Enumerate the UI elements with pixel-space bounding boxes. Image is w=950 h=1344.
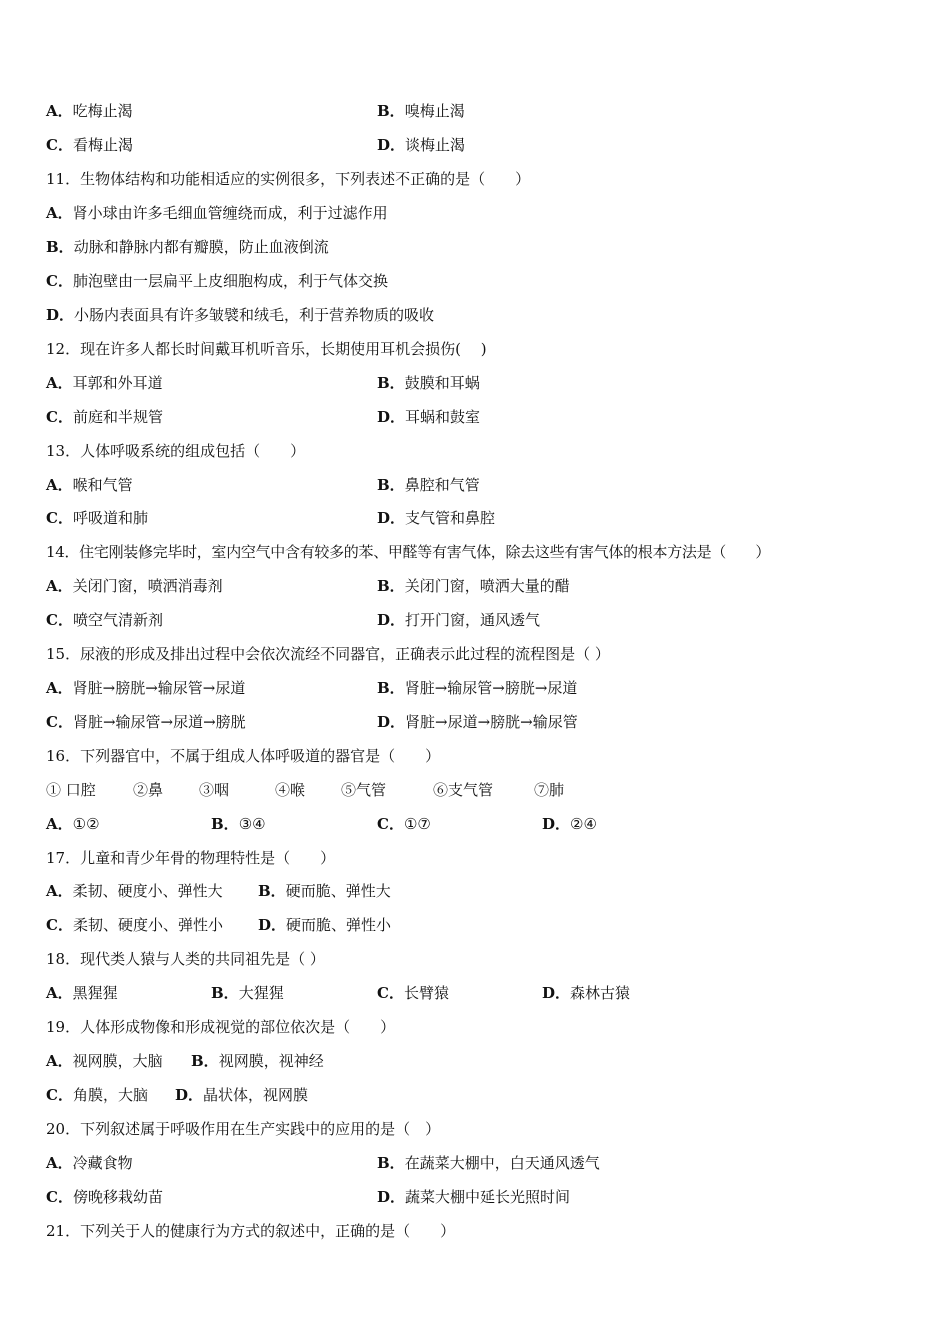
q10-option-c: C．看梅止渴 xyxy=(46,136,133,154)
q14-option-b: B．关闭门窗，喷洒大量的醋 xyxy=(377,577,570,595)
q13-option-b: B．鼻腔和气管 xyxy=(377,476,480,494)
q17-option-c: C．柔韧、硬度小、弹性小 xyxy=(46,916,223,934)
q12-option-b: B．鼓膜和耳蜗 xyxy=(377,374,480,392)
q14-stem: 14．住宅刚装修完毕时，室内空气中含有较多的苯、甲醛等有害气体，除去这些有害气体的根本方法是（ ） xyxy=(46,543,771,561)
q11-stem: 11．生物体结构和功能相适应的实例很多，下列表述不正确的是（ ） xyxy=(46,170,531,188)
q20-stem: 20．下列叙述属于呼吸作用在生产实践中的应用的是（ ） xyxy=(46,1120,441,1138)
q12-option-d: D．耳蜗和鼓室 xyxy=(377,408,481,426)
q20-option-a: A．冷藏食物 xyxy=(46,1154,133,1172)
q19-option-b: B．视网膜，视神经 xyxy=(191,1052,324,1070)
q16-item: ① 口腔 xyxy=(46,781,96,799)
q14-option-d: D．打开门窗，通风透气 xyxy=(377,611,541,629)
q17-stem: 17．儿童和青少年骨的物理特性是（ ） xyxy=(46,849,336,867)
q12-stem: 12．现在许多人都长时间戴耳机听音乐，长期使用耳机会损伤( ) xyxy=(46,340,487,358)
q12-option-c: C．前庭和半规管 xyxy=(46,408,163,426)
q20-option-c: C．傍晚移栽幼苗 xyxy=(46,1188,163,1206)
q13-option-d: D．支气管和鼻腔 xyxy=(377,509,496,527)
q16-option-c: C．①⑦ xyxy=(377,815,431,833)
q17-option-d: D．硬而脆、弹性小 xyxy=(258,916,392,934)
q19-option-a: A．视网膜，大脑 xyxy=(46,1052,163,1070)
q20-option-d: D．蔬菜大棚中延长光照时间 xyxy=(377,1188,571,1206)
q12-option-a: A．耳郭和外耳道 xyxy=(46,374,163,392)
q15-option-a: A．肾脏→膀胱→输尿管→尿道 xyxy=(46,679,246,697)
q19-option-d: D．晶状体，视网膜 xyxy=(175,1086,309,1104)
q15-option-c: C．肾脏→输尿管→尿道→膀胱 xyxy=(46,713,246,731)
q10-option-a: A．吃梅止渴 xyxy=(46,102,133,120)
q14-option-a: A．关闭门窗，喷洒消毒剂 xyxy=(46,577,223,595)
q16-item: ③咽 xyxy=(199,781,230,799)
q18-option-a: A．黑猩猩 xyxy=(46,984,118,1002)
q16-item: ⑦肺 xyxy=(534,781,565,799)
q11-option-b: B．动脉和静脉内都有瓣膜，防止血液倒流 xyxy=(46,238,329,256)
q18-stem: 18．现代类人猿与人类的共同祖先是（ ） xyxy=(46,950,325,968)
q17-option-a: A．柔韧、硬度小、弹性大 xyxy=(46,882,223,900)
q17-option-b: B．硬而脆、弹性大 xyxy=(258,882,391,900)
q11-option-d: D．小肠内表面具有许多皱襞和绒毛，利于营养物质的吸收 xyxy=(46,306,435,324)
q10-option-d: D．谈梅止渴 xyxy=(377,136,466,154)
q11-option-a: A．肾小球由许多毛细血管缠绕而成，利于过滤作用 xyxy=(46,204,388,222)
q13-option-a: A．喉和气管 xyxy=(46,476,133,494)
q16-option-b: B．③④ xyxy=(211,815,266,833)
q16-item: ②鼻 xyxy=(133,781,164,799)
q13-option-c: C．呼吸道和肺 xyxy=(46,509,148,527)
q10-option-b: B．嗅梅止渴 xyxy=(377,102,465,120)
q16-item: ④喉 xyxy=(275,781,306,799)
q19-stem: 19．人体形成物像和形成视觉的部位依次是（ ） xyxy=(46,1018,396,1036)
q20-option-b: B．在蔬菜大棚中，白天通风透气 xyxy=(377,1154,600,1172)
q14-option-c: C．喷空气清新剂 xyxy=(46,611,163,629)
q18-option-b: B．大猩猩 xyxy=(211,984,284,1002)
q21-stem: 21．下列关于人的健康行为方式的叙述中，正确的是（ ） xyxy=(46,1222,456,1240)
q16-stem: 16．下列器官中，不属于组成人体呼吸道的器官是（ ） xyxy=(46,747,441,765)
q15-option-d: D．肾脏→尿道→膀胱→输尿管 xyxy=(377,713,578,731)
q16-option-a: A．①② xyxy=(46,815,100,833)
q16-option-d: D．②④ xyxy=(542,815,597,833)
q16-item: ⑤气管 xyxy=(341,781,387,799)
q11-option-c: C．肺泡壁由一层扁平上皮细胞构成，利于气体交换 xyxy=(46,272,388,290)
q15-stem: 15．尿液的形成及排出过程中会依次流经不同器官，正确表示此过程的流程图是（ ） xyxy=(46,645,610,663)
q13-stem: 13．人体呼吸系统的组成包括（ ） xyxy=(46,442,306,460)
q15-option-b: B．肾脏→输尿管→膀胱→尿道 xyxy=(377,679,578,697)
q16-item: ⑥支气管 xyxy=(433,781,494,799)
q18-option-d: D．森林古猿 xyxy=(542,984,631,1002)
q19-option-c: C．角膜，大脑 xyxy=(46,1086,148,1104)
q18-option-c: C．长臂猿 xyxy=(377,984,449,1002)
